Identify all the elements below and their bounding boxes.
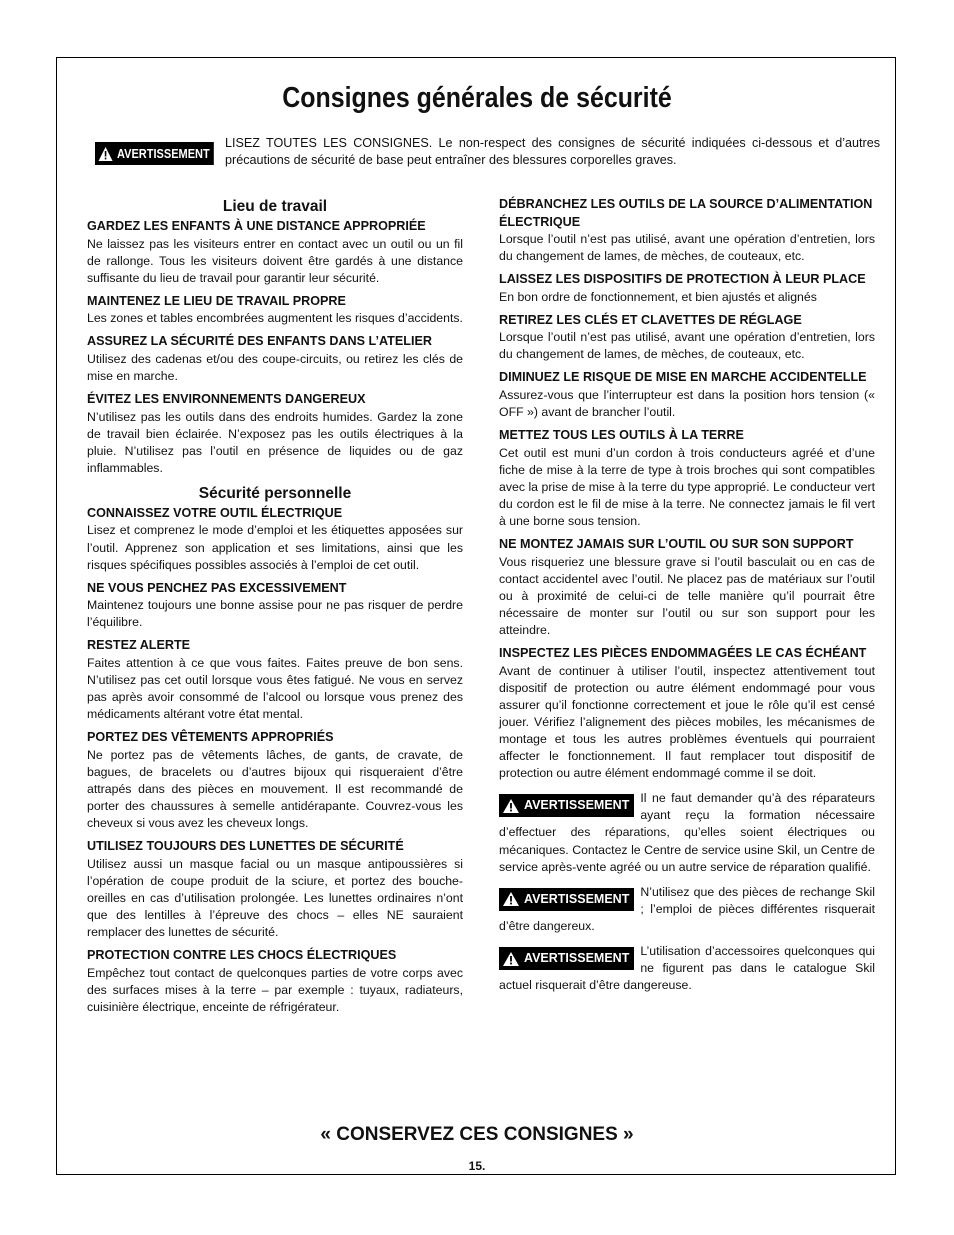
item-heading: UTILISEZ TOUJOURS DES LUNETTES DE SÉCURITÉ xyxy=(87,839,404,854)
item-text: Utilisez des cadenas et/ou des coupe-circuits, ou retirez les clés de mise en marche. xyxy=(87,351,463,383)
intro-warning xyxy=(95,135,880,169)
item-heading: LAISSEZ LES DISPOSITIFS DE PROTECTION À LEUR PLACE xyxy=(499,272,866,287)
item-heading: ÉVITEZ LES ENVIRONNEMENTS DANGEREUX xyxy=(87,392,366,407)
warning-label: AVERTISSEMENT xyxy=(117,146,210,161)
item-heading: PORTEZ DES VÊTEMENTS APPROPRIÉS xyxy=(87,730,334,745)
item-heading: METTEZ TOUS LES OUTILS À LA TERRE xyxy=(499,428,744,443)
item-heading: MAINTENEZ LE LIEU DE TRAVAIL PROPRE xyxy=(87,293,346,308)
warning-badge xyxy=(499,888,634,911)
item-text: En bon ordre de fonctionnement, et bien ajustés et alignés xyxy=(499,289,817,304)
warning-label: AVERTISSEMENT xyxy=(524,798,630,813)
warning-badge xyxy=(499,794,634,817)
item-heading: NE MONTEZ JAMAIS SUR L’OUTIL OU SUR SON SUPPORT xyxy=(499,537,854,552)
personal-items xyxy=(87,505,463,1016)
item-heading: NE VOUS PENCHEZ PAS EXCESSIVEMENT xyxy=(87,580,347,595)
item-heading: DIMINUEZ LE RISQUE DE MISE EN MARCHE ACCIDENTELLE xyxy=(499,370,867,385)
item-text: Ne laissez pas les visiteurs entrer en contact avec un outil ou un fil de rallonge. Tous les visiteurs doivent être gardés à une distance suffisante du lieu de travail pour garantir leur sécurité. xyxy=(87,236,463,285)
warning-triangle-icon xyxy=(503,799,519,813)
item-heading: RESTEZ ALERTE xyxy=(87,638,191,653)
item-text: Utilisez aussi un masque facial ou un masque antipoussières si l’opération de coupe produit de la sciure, et portez des bouche-oreilles en cas d’utilisation prolongée. Les lunettes ordinaires n’ont que des lentilles à l’épreuve des chocs – elles NE sauraient remplacer des lunettes de sécurité. xyxy=(87,856,463,940)
workplace-items xyxy=(87,218,463,477)
warning-label: AVERTISSEMENT xyxy=(524,891,630,906)
warning-triangle-icon xyxy=(503,892,519,906)
item-heading: CONNAISSEZ VOTRE OUTIL ÉLECTRIQUE xyxy=(87,505,343,520)
item-heading: ASSUREZ LA SÉCURITÉ DES ENFANTS DANS L’ATELIER xyxy=(87,334,432,349)
intro-text: LISEZ TOUTES LES CONSIGNES. Le non-respect des consignes de sécurité indiquées ci-dessous et d’autres précautions de sécurité de base peut entraîner des blessures corporelles graves. xyxy=(225,136,880,167)
footer-save-instructions: « CONSERVEZ CES CONSIGNES » xyxy=(320,1124,634,1145)
left-column xyxy=(87,196,463,1022)
page-number: 15. xyxy=(468,1159,486,1173)
item-text: N’utilisez pas les outils dans des endroits humides. Gardez la zone de travail bien éclairée. N’exposez pas les outils électriques à la pluie. N’utilisez pas l’outil en présence de liquides ou de gaz inflammables. xyxy=(87,409,463,475)
item-text: Lorsque l’outil n’est pas utilisé, avant une opération d’entretien, lors du changement de lames, de mèches, de couteaux, etc. xyxy=(499,330,875,362)
warning-label: AVERTISSEMENT xyxy=(524,950,630,965)
warning-triangle-icon xyxy=(503,952,519,966)
item-text: Lisez et comprenez le mode d’emploi et les étiquettes apposées sur l’outil. Apprenez son application et ses limitations, ainsi que les risques spécifiques possibles associés à l’emploi de cet outil. xyxy=(87,523,463,572)
warning-block xyxy=(499,790,875,875)
warning-block xyxy=(499,943,875,994)
warning-text: Il ne faut demander qu’à des réparateurs ayant reçu la formation nécessaire d’effectuer des réparations, qu’elles soient électriques ou mécaniques. Contactez le Centre de service usine Skil, un Centre de service après-vente agréé ou un autre service de réparation qualifié. xyxy=(499,791,875,874)
item-text: Les zones et tables encombrées augmentent les risques d’accidents. xyxy=(87,311,463,326)
warning-badge xyxy=(499,947,634,970)
item-text: Cet outil est muni d’un cordon à trois conducteurs agréé et d’une fiche de mise à la terre de type à trois broches qui sont compatibles avec la prise de mise à la terre du type approprié. Le conducteur vert du cordon est le fil de mise à la terre. Ne connectez jamais le fil vert à une borne sous tension. xyxy=(499,445,875,529)
item-heading: PROTECTION CONTRE LES CHOCS ÉLECTRIQUES xyxy=(87,948,397,963)
right-column xyxy=(499,196,875,1000)
warning-triangle-icon xyxy=(99,147,113,161)
item-text: Ne portez pas de vêtements lâches, de gants, de cravate, de bagues, de bracelets ou d’autres bijoux qui risqueraient d’être attrapés dans des pièces en mouvement. Il est recommandé de porter des chaussures à semelle antidérapante. Couvrez-vous les cheveux si vous avez les cheveux longs. xyxy=(87,747,463,831)
warning-block xyxy=(499,884,875,935)
item-text: Assurez-vous que l’interrupteur est dans la position hors tension (« OFF ») avant de brancher l’outil. xyxy=(499,387,875,420)
section-title-personal: Sécurité personnelle xyxy=(198,484,352,502)
section-title-workplace: Lieu de travail xyxy=(222,198,328,215)
item-heading: INSPECTEZ LES PIÈCES ENDOMMAGÉES LE CAS ÉCHÉANT xyxy=(499,646,867,661)
item-text: Empêchez tout contact de quelconques parties de votre corps avec des surfaces mises à la terre – par exemple : tuyaux, radiateurs, cuisinière électrique, enceinte de réfrigérateur. xyxy=(87,965,463,1014)
item-text: Avant de continuer à utiliser l’outil, inspectez attentivement tout dispositif de protection ou autre élément endommagé pour vous assurer qu’il fonctionne correctement et joue le rôle qu’il est censé jouer. Vérifiez l’alignement des pièces mobiles, les mécanismes de montage et tous les autres problèmes éventuels qui pourraient affecter le fonctionnement. Il faut remplacer tout dispositif de protection ou autre élément endommagé comme il se doit. xyxy=(499,663,875,781)
right-items xyxy=(499,196,875,782)
item-text: Maintenez toujours une bonne assise pour ne pas risquer de perdre l’équilibre. xyxy=(87,598,463,630)
item-heading: GARDEZ LES ENFANTS À UNE DISTANCE APPROPRIÉE xyxy=(87,219,426,233)
item-text: Vous risqueriez une blessure grave si l’outil basculait ou en cas de contact accidentel avec l’outil. Ne placez pas de matériaux sur l’outil ou à proximité de celui-ci de telle manière qu’il pourrait être nécessaire de monter sur l’outil ou sur son support pour les atteindre. xyxy=(499,554,875,637)
warning-text: L’utilisation d’accessoires quelconques qui ne figurent pas dans le catalogue Skil actuel risquerait d’être dangereuse. xyxy=(499,944,875,993)
item-text: Lorsque l’outil n’est pas utilisé, avant une opération d’entretien, lors du changement de lames, de mèches, de couteaux, etc. xyxy=(499,232,875,264)
item-text: Faites attention à ce que vous faites. Faites preuve de bon sens. N’utilisez pas cet outil lorsque vous êtes fatigué. Ne vous en servez pas après avoir consommé de l’alcool ou lorsque vous prenez des médicaments altérant votre état mental. xyxy=(87,655,463,722)
page-title: Consignes générales de sécurité xyxy=(282,82,672,114)
right-warnings xyxy=(499,790,875,994)
item-heading: DÉBRANCHEZ LES OUTILS DE LA SOURCE D’ALIMENTATION ÉLECTRIQUE xyxy=(499,197,873,229)
warning-text: N’utilisez que des pièces de rechange Skil ; l’emploi de pièces différentes risquerait d’être dangereux. xyxy=(499,884,875,933)
warning-badge xyxy=(95,142,214,165)
item-heading: RETIREZ LES CLÉS ET CLAVETTES DE RÉGLAGE xyxy=(499,312,802,327)
